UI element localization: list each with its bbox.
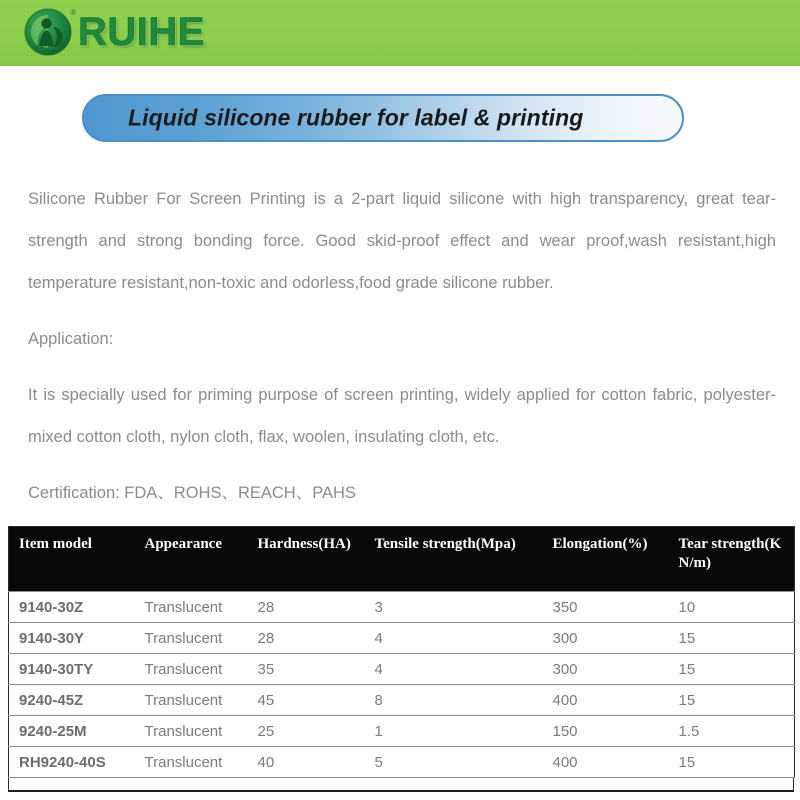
product-description: [28, 178, 776, 514]
cell-tear: 15: [675, 685, 795, 716]
page-title-banner: [82, 94, 684, 142]
table-header: [9, 527, 795, 592]
registered-trademark-mark: ®: [70, 8, 76, 17]
cell-item: 9140-30Z: [9, 592, 141, 623]
cell-item: 9240-45Z: [9, 685, 141, 716]
table-row: [9, 685, 795, 716]
cell-appearance: Translucent: [141, 685, 254, 716]
cell-appearance: Translucent: [141, 592, 254, 623]
cell-tear: 10: [675, 592, 795, 623]
cell-elongation: 150: [549, 716, 675, 747]
column-header-appearance: Appearance: [141, 527, 254, 592]
column-header-elongation: Elongation(%): [549, 527, 675, 592]
certification-line: Certification: FDA、ROHS、REACH、PAHS: [28, 484, 356, 502]
cell-hardness: 28: [254, 592, 371, 623]
cell-tear: 15: [675, 654, 795, 685]
cell-item: 9140-30TY: [9, 654, 141, 685]
brand-header-band: [0, 0, 800, 66]
cell-hardness: 40: [254, 747, 371, 778]
cell-tensile: 4: [371, 623, 549, 654]
cell-appearance: Translucent: [141, 654, 254, 685]
cell-tear: 1.5: [675, 716, 795, 747]
cell-tear: 15: [675, 747, 795, 778]
table-row: [9, 592, 795, 623]
cell-tensile: 5: [371, 747, 549, 778]
description-paragraph-1: Silicone Rubber For Screen Printing is a 2-part liquid silicone with high transparency, great tear-strength and strong bonding force. Good skid-proof effect and wear proof,wash resistant,high temperature resistant,non-toxic and odorless,food grade silicone rubber.: [28, 190, 776, 292]
cell-appearance: Translucent: [141, 716, 254, 747]
column-header-hardness: Hardness(HA): [254, 527, 371, 592]
brand-wordmark: RUIHE: [78, 10, 205, 54]
cell-hardness: 45: [254, 685, 371, 716]
table-row: [9, 654, 795, 685]
table-row: [9, 716, 795, 747]
cell-hardness: 28: [254, 623, 371, 654]
table-bottom-edge: [8, 778, 794, 792]
leaf-person-circle-icon: [22, 6, 74, 58]
table-header-row: [9, 527, 795, 592]
table-row: [9, 747, 795, 778]
cell-appearance: Translucent: [141, 623, 254, 654]
cell-tensile: 8: [371, 685, 549, 716]
cell-elongation: 400: [549, 747, 675, 778]
cell-elongation: 300: [549, 623, 675, 654]
specification-table: [8, 526, 795, 778]
column-header-tear-strength: Tear strength(K N/m): [675, 527, 795, 592]
page-title: Liquid silicone rubber for label & printing: [128, 104, 584, 131]
cell-tear: 15: [675, 623, 795, 654]
table-row: [9, 623, 795, 654]
cell-tensile: 1: [371, 716, 549, 747]
cell-elongation: 400: [549, 685, 675, 716]
cell-item: 9140-30Y: [9, 623, 141, 654]
cell-appearance: Translucent: [141, 747, 254, 778]
cell-tensile: 3: [371, 592, 549, 623]
column-header-tensile-strength: Tensile strength(Mpa): [371, 527, 549, 592]
cell-elongation: 350: [549, 592, 675, 623]
cell-hardness: 25: [254, 716, 371, 747]
column-header-item-model: Item model: [9, 527, 141, 592]
cell-elongation: 300: [549, 654, 675, 685]
table-body: [9, 592, 795, 778]
cell-hardness: 35: [254, 654, 371, 685]
brand-lockup: [22, 6, 205, 58]
application-heading: Application:: [28, 330, 114, 348]
cell-tensile: 4: [371, 654, 549, 685]
application-paragraph: It is specially used for priming purpose of screen printing, widely applied for cotton fabric, polyester-mixed cotton cloth, nylon cloth, flax, woolen, insulating cloth, etc.: [28, 386, 776, 446]
cell-item: 9240-25M: [9, 716, 141, 747]
specification-table-wrapper: [8, 526, 794, 792]
cell-item: RH9240-40S: [9, 747, 141, 778]
